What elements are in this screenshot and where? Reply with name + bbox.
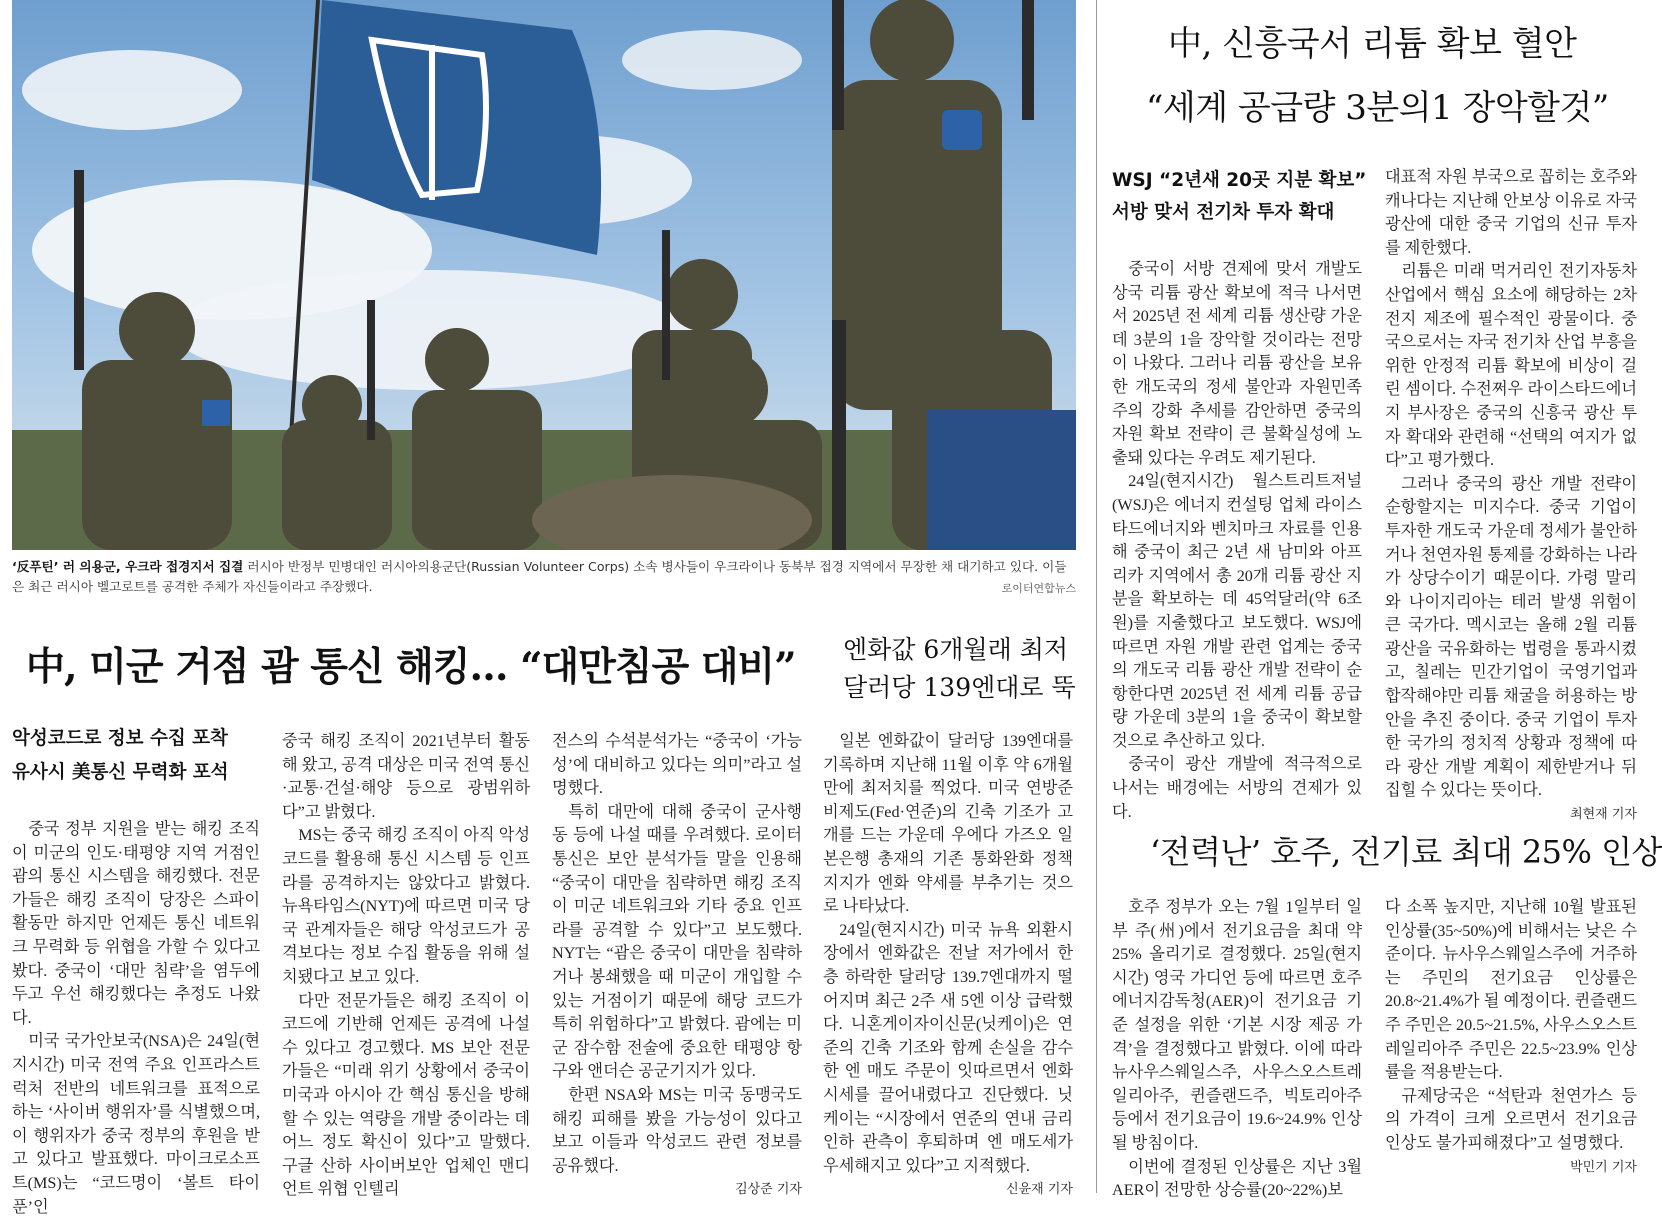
paragraph: 대표적 자원 부국으로 꼽히는 호주와 캐나다는 지난해 안보상 이유로 자국 광산에 대한 중국 기업의 신규 투자를 제한했다. [1385, 168, 1637, 257]
lithium-subheadline-2: 서방 맞서 전기차 투자 확대 [1112, 202, 1335, 223]
paragraph: 특히 대만에 대해 중국이 군사행동 등에 나설 때를 우려했다. 로이터통신은 보안 분석가들 말을 인용해 “중국이 대만을 침략하면 해킹 조직이 미군 네트워크와 기타 중요 인프라를 공격할 수 있다”고 보도했다. NYT는 “괌은 중국이 대만을 침략하거나 봉쇄했을 때 미군이 개입할 수 있는 거점이기 때문에 해당 코드가 특히 위험하다”고 밝혔다. 괌에는 미군 잠수함 전술에 중요한 태평양 항구와 앤더슨 공군기지가 있다. [552, 802, 802, 1081]
paragraph: 중국이 광산 개발에 적극적으로 나서는 배경에는 서방의 견제가 있다. [1112, 755, 1362, 821]
paragraph: 다 소폭 높지만, 지난해 10월 발표된 인상률(35~50%)에 비해서는 낮은 수준이다. 뉴사우스웨일스주에 거주하는 주민의 전기요금 인상률은 20.8~21.4%가 될 예정이다. 퀸즐랜드주 주민은 20.5~21.5%, 사우스오스트레일리아주 주민은 22.5~23.9% 인상률을 적용받는다. [1385, 898, 1637, 1082]
news-photo [12, 0, 1076, 550]
main-headline: 中, 미군 거점 괌 통신 해킹… “대만침공 대비” [26, 644, 796, 690]
main-subheadline-2: 유사시 美통신 무력화 포석 [12, 762, 229, 783]
main-article-col2 [282, 730, 530, 1202]
paragraph: MS는 중국 해킹 조직이 아직 악성코드를 활용해 통신 시스템 등 인프라를 공격하지는 않았다고 밝혔다. 뉴욕타임스(NYT)에 따르면 미국 당국 관계자들은 해당 악성코드가 공격보다는 정보 수집 활동을 위해 설치됐다고 보고 있다. [282, 826, 530, 986]
byline: 김상준 기자 [735, 1182, 802, 1198]
caption-lead: ‘反푸틴’ 러 의용군, 우크라 접경지서 집결 [12, 559, 244, 574]
lithium-subheadline-1: WSJ “2년새 20곳 지분 확보” [1112, 170, 1367, 191]
main-article-col1 [12, 818, 260, 1219]
paragraph: 호주 정부가 오는 7월 1일부터 일부 주(州)에서 전기요금을 최대 약 25% 올리기로 결정했다. 25일(현지시간) 영국 가디언 등에 따르면 호주에너지감독청(AER)이 전기요금 기준 설정을 위한 ‘기본 시장 제공 가격’을 결정했다고 밝혔다. 이에 따라 뉴사우스웨일스주, 사우스오스트레일리아주, 퀸즐랜드주, 빅토리아주 등에서 전기요금이 19.6~24.9% 인상될 방침이다. [1112, 898, 1362, 1152]
paragraph: 일본 엔화값이 달러당 139엔대를 기록하며 지난해 11월 이후 약 6개월 만에 최저치를 찍었다. 미국 연방준비제도(Fed·연준)의 긴축 기조가 고개를 드는 가운데 우에다 가즈오 일본은행 총재의 기존 통화완화 정책 지지가 엔화 약세를 부추기는 것으로 나타났다. [823, 732, 1073, 916]
paragraph: 규제당국은 “석탄과 천연가스 등의 가격이 크게 오르면서 전기요금 인상도 불가피해졌다”고 설명했다. [1385, 1086, 1637, 1152]
column-divider [1096, 0, 1097, 1193]
lithium-article-col1 [1112, 258, 1362, 824]
main-article-col3 [552, 730, 802, 1202]
soldiers-photo-illustration [12, 0, 1076, 550]
australia-article-col1 [1112, 896, 1362, 1203]
paragraph: 이번에 결정된 인상률은 지난 3월 AER이 전망한 상승률(20~22%)보 [1112, 1157, 1362, 1200]
photo-credit: 로이터연합뉴스 [1001, 582, 1076, 595]
yen-headline-1: 엔화값 6개월래 최저 [843, 635, 1068, 664]
byline: 박민기 기자 [1570, 1159, 1637, 1175]
australia-headline: ‘전력난’ 호주, 전기료 최대 25% 인상 [1150, 833, 1662, 871]
byline: 최현재 기자 [1570, 807, 1637, 823]
paragraph: 24일(현지시간) 미국 뉴욕 외환시장에서 엔화값은 전날 저가에서 한층 하락한 달러당 139.7엔대까지 떨어지며 최근 2주 새 5엔 이상 급락했다. 니혼게이자이신문(닛케이)은 연준의 긴축 기조와 함께 손실을 감수한 엔 매도 주문이 잇따르면서 엔화 시세를 끌어내렸다고 진단했다. 닛케이는 “시장에서 연준의 연내 금리 인하 관측이 후퇴하며 엔 매도세가 우세해지고 있다”고 지적했다. [823, 920, 1073, 1175]
paragraph: 중국 정부 지원을 받는 해킹 조직이 미군의 인도·태평양 지역 거점인 괌의 통신 시스템을 해킹했다. 전문가들은 해킹 조직이 당장은 스파이 활동만 하지만 언제든 통신 네트워크 무력화 등 위협을 가할 수 있다고 봤다. 중국이 ‘대만 침략’을 염두에 두고 우선 해킹했다는 추정도 나왔다. [12, 820, 260, 1027]
lithium-article-col2 [1385, 166, 1637, 827]
paragraph: 다만 전문가들은 해킹 조직이 이 코드에 기반해 언제든 공격에 나설 수 있다고 경고했다. MS 보안 전문가들은 “미래 위기 상황에서 중국이 미국과 아시아 간 핵심 통신을 방해할 수 있는 역량을 개발 중이라는 데 어느 정도 확신이 있다”고 말했다. 구글 산하 사이버보안 업체인 맨디언트 위협 인텔리 [282, 991, 530, 1199]
paragraph: 한편 NSA와 MS는 미국 동맹국도 해킹 피해를 봤을 가능성이 있다고 보고 이들과 악성코드 관련 정보를 공유했다. [552, 1085, 802, 1175]
paragraph: 미국 국가안보국(NSA)은 24일(현지시간) 미국 전역 주요 인프라스트럭처 전반의 네트워크를 표적으로 하는 ‘사이버 행위자’를 식별했으며, 이 행위자가 중국 정부의 후원을 받고 있다고 발표했다. 마이크로소프트(MS)는 “코드명이 ‘볼트 타이푼’인 [12, 1032, 260, 1216]
main-subheadline-1: 악성코드로 정보 수집 포착 [12, 728, 228, 749]
australia-article-col2 [1385, 896, 1637, 1179]
caption-text: 러시아 반정부 민병대인 러시아의용군단(Russian Volunteer Corps) 소속 병사들이 우크라이나 동북부 접경 지역에서 무장한 채 대기하고 있다. 이들은 최근 러시아 벨고로트를 공격한 주체가 자신들이라고 주장했다. [12, 559, 1067, 594]
yen-article-body [823, 730, 1073, 1202]
byline: 신윤재 기자 [1006, 1182, 1073, 1198]
photo-caption [12, 557, 1076, 597]
yen-headline-2: 달러당 139엔대로 뚝 [843, 673, 1076, 702]
paragraph: 24일(현지시간) 월스트리트저널(WSJ)은 에너지 컨설팅 업체 라이스타드에너지와 벤치마크 자료를 인용해 중국이 최근 2년 새 남미와 아프리카 지역에서 총 20개 리튬 광산 지분을 확보하는 데 45억달러(약 6조원)를 지출했다고 보도했다. WSJ에 따르면 자원 개발 관련 업계는 중국의 개도국 리튬 광산 개발 전략이 순항한다면 2025년 전 세계 리튬 공급량 가운데 3분의 1을 중국이 확보할 것으로 추산하고 있다. [1112, 472, 1362, 750]
paragraph: 전스의 수석분석가는 “중국이 ‘가능성’에 대비하고 있다는 의미”라고 설명했다. [552, 732, 802, 798]
paragraph: 리튬은 미래 먹거리인 전기자동차 산업에서 핵심 요소에 해당하는 2차전지 제조에 필수적인 광물이다. 중국으로서는 자국 전기차 산업 부흥을 위한 안정적 리튬 확보에 비상이 걸린 셈이다. 수전쩌우 라이스타드에너지 부사장은 중국의 신흥국 광산 투자 확대와 관련해 “선택의 여지가 없다”고 평가했다. [1385, 262, 1637, 470]
lithium-headline-2: “세계 공급량 3분의1 장악할것” [1146, 88, 1609, 128]
paragraph: 그러나 중국의 광산 개발 전략이 순항할지는 미지수다. 중국 기업이 투자한 개도국 가운데 정세가 불안하거나 천연자원 통제를 강화하는 나라가 상당수이기 때문이다. 가령 말리와 나이지리아는 테러 발생 위험이 큰 국가다. 멕시코는 올해 2월 리튬 광산을 국유화하는 법령을 통과시켰고, 칠레는 민간기업이 국영기업과 합작해야만 리튬 채굴을 허용하는 방안을 추진 중이다. 중국 기업이 투자한 국가의 정치적 상황과 정책에 따라 광산 개발 계획이 제한받거나 뒤집힐 수 있다는 뜻이다. [1385, 474, 1637, 800]
paragraph: 중국 해킹 조직이 2021년부터 활동해 왔고, 공격 대상은 미국 전역 통신·교통·건설·해양 등으로 광범위하다”고 밝혔다. [282, 732, 530, 821]
lithium-headline-1: 中, 신흥국서 리튬 확보 혈안 [1168, 24, 1577, 64]
paragraph: 중국이 서방 견제에 맞서 개발도상국 리튬 광산 확보에 적극 나서면서 2025년 전 세계 리튬 생산량 가운데 3분의 1을 장악할 것이라는 전망이 나왔다. 그러나 리튬 광산을 보유한 개도국의 정세 불안과 자원민족주의 강화 추세를 감안하면 중국의 자원 확보 전략이 큰 불확실성에 노출돼 있다는 우려도 제기된다. [1112, 260, 1362, 467]
